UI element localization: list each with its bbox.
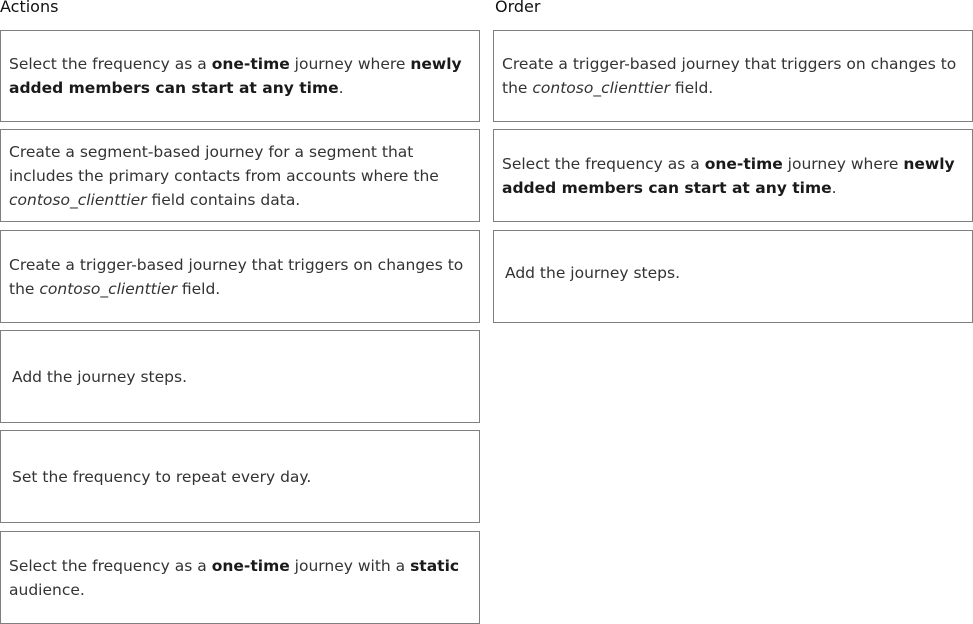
order-card-text (502, 152, 964, 200)
card-text-segment: one-time (704, 154, 783, 173)
actions-header: Actions (0, 0, 59, 16)
card-text-segment: Set the frequency to repeat every day. (12, 467, 312, 486)
card-text-segment: Create a trigger-based journey that triggers on changes to the (502, 55, 957, 97)
action-card[interactable] (0, 330, 480, 423)
card-text-segment: one-time (211, 556, 290, 575)
action-card-text (9, 52, 471, 100)
action-card[interactable] (0, 531, 480, 624)
card-text-segment: one-time (211, 55, 290, 73)
card-text-segment: Create a trigger-based journey that triggers on changes to the (9, 255, 464, 298)
card-text-segment: newly added members can start at any time (502, 154, 955, 197)
card-text-segment: field. (176, 279, 221, 298)
card-text-segment: . (338, 79, 344, 97)
card-text-segment: Create a segment-based journey for a segment that includes the primary contacts from accounts where the (9, 142, 439, 185)
card-text-segment: Add the journey steps. (12, 367, 188, 386)
action-card[interactable] (0, 129, 480, 222)
card-text-segment: contoso_clienttier (9, 190, 147, 209)
order-header: Order (495, 0, 541, 16)
order-card[interactable] (493, 230, 973, 323)
order-card[interactable] (493, 30, 973, 122)
action-card-text (9, 253, 471, 301)
card-text-segment: contoso_clienttier (39, 279, 177, 298)
card-text-segment: journey with a (289, 556, 411, 575)
card-text-segment: . (831, 178, 837, 197)
card-text-segment: journey where (782, 154, 904, 173)
card-text-segment: newly added members can start at any time (9, 55, 462, 97)
card-text-segment: field contains data. (146, 190, 301, 209)
card-text-segment: journey where (289, 55, 411, 73)
action-card[interactable] (0, 230, 480, 323)
card-text-segment: Select the frequency as a (9, 556, 212, 575)
action-card-text (9, 554, 471, 602)
card-text-segment: static (410, 556, 460, 575)
action-card-text (9, 465, 311, 489)
action-card-text (9, 365, 187, 389)
action-card[interactable] (0, 430, 480, 523)
card-text-segment: Select the frequency as a (9, 55, 212, 73)
card-text-segment: audience. (9, 580, 85, 599)
order-card-text (502, 52, 964, 100)
order-card[interactable] (493, 129, 973, 222)
card-text-segment: Select the frequency as a (502, 154, 705, 173)
action-card[interactable] (0, 30, 480, 122)
card-text-segment: field. (669, 79, 714, 97)
order-card-text (502, 261, 680, 285)
card-text-segment: contoso_clienttier (532, 79, 670, 97)
card-text-segment: Add the journey steps. (505, 264, 681, 282)
action-card-text (9, 140, 471, 212)
